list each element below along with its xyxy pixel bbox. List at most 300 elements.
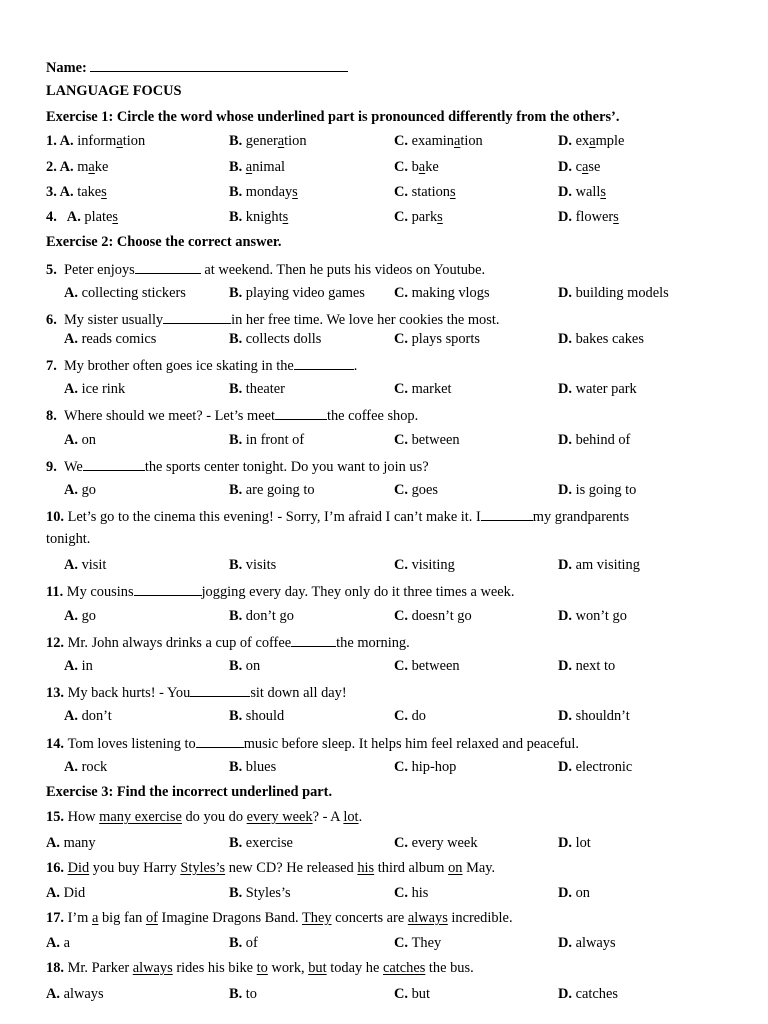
option-text: shouldn’t (575, 708, 630, 724)
exercise-title-text: Exercise 2: Choose the correct answer. (46, 234, 282, 250)
option-d (558, 133, 624, 150)
option-letter: C. (394, 608, 412, 624)
answer-blank (90, 58, 348, 72)
option-letter: B. (229, 986, 246, 1002)
option-letter: B. (229, 432, 246, 448)
option-letter: C. (394, 133, 412, 149)
option-text: his (411, 885, 429, 901)
answer-option-b (229, 381, 285, 398)
option-text: collecting stickers (81, 285, 186, 301)
option-text: won’t go (575, 608, 627, 624)
option-letter: B. (229, 835, 246, 851)
answer-option-b (229, 482, 315, 499)
option-text: bakes cakes (575, 331, 644, 347)
option-c (394, 184, 456, 201)
underlined-part: always (407, 910, 448, 926)
question-number: 1. (46, 133, 60, 149)
option-text: tion (284, 133, 307, 149)
option-text: nimal (252, 159, 285, 175)
option-letter: A. (64, 759, 82, 775)
question-12 (46, 633, 410, 652)
option-letter: B. (229, 331, 246, 347)
option-letter: D. (558, 331, 576, 347)
answer-option-b (229, 759, 276, 776)
option-letter: A. (64, 708, 82, 724)
option-text: to (245, 986, 257, 1002)
question-16 (46, 860, 495, 877)
question-text: my grandparents (532, 509, 630, 525)
option-text: blues (245, 759, 277, 775)
answer-blank (135, 260, 201, 274)
option-text: wall (575, 184, 601, 200)
name-label: Name (46, 60, 82, 76)
answer-option-c (394, 557, 455, 574)
option-letter: B. (229, 184, 246, 200)
underlined-part: a (116, 133, 123, 149)
question-text: Peter enjoys (64, 262, 135, 278)
option-text: exercise (245, 835, 293, 851)
option-letter: C. (394, 285, 412, 301)
answer-option-a (64, 482, 96, 499)
option-text: of (245, 935, 258, 951)
option-letter: A. (46, 885, 64, 901)
question-text: My cousins (66, 584, 134, 600)
option-letter: D. (558, 835, 576, 851)
option-letter: C. (394, 381, 412, 397)
question-text: . (358, 809, 363, 825)
answer-option-d (558, 432, 630, 449)
answer-option-c (394, 331, 480, 348)
option-text: are going to (245, 482, 315, 498)
question-9 (46, 457, 429, 476)
answer-option-a (64, 708, 112, 725)
answer-option-d (558, 331, 644, 348)
question-number: 9. (46, 459, 64, 475)
question-text: May. (462, 860, 496, 876)
option-letter: B. (229, 482, 246, 498)
option-letter: B. (229, 381, 246, 397)
option-text: c (575, 159, 582, 175)
question-number: 6. (46, 312, 64, 328)
option-letter: A. (66, 209, 85, 225)
answer-option-b (229, 557, 276, 574)
underlined-part: on (448, 860, 463, 876)
option-text: flower (575, 209, 614, 225)
question-text: My brother often goes ice skating in the (64, 358, 294, 374)
question-13 (46, 683, 347, 702)
question-number: 7. (46, 358, 64, 374)
question-continuation (46, 531, 90, 548)
option-letter: A. (64, 331, 82, 347)
option-text: next to (575, 658, 616, 674)
answer-option-c (394, 482, 438, 499)
underlined-part: s (282, 209, 289, 225)
option-c (394, 159, 439, 176)
option-a (46, 209, 118, 226)
question-number: 14. (46, 736, 68, 752)
option-c (394, 133, 483, 150)
answer-option-a (64, 432, 96, 449)
answer-blank (481, 507, 533, 521)
option-letter: C. (394, 708, 412, 724)
option-letter: A. (59, 133, 78, 149)
exercise-1-title (46, 109, 619, 126)
option-a (46, 184, 107, 201)
option-letter: A. (64, 557, 82, 573)
option-text: in (81, 658, 93, 674)
option-letter: D. (558, 658, 576, 674)
answer-blank (190, 683, 250, 697)
question-text: How (67, 809, 100, 825)
option-letter: A. (64, 381, 82, 397)
option-text: Styles’s (245, 885, 291, 901)
underlined-part: to (256, 960, 268, 976)
section-title (46, 83, 182, 100)
underlined-part: s (101, 184, 107, 200)
question-text: do you do (181, 809, 247, 825)
answer-blank (163, 310, 231, 324)
answer-option-a (64, 331, 156, 348)
option-text: always (63, 986, 104, 1002)
option-text: visits (245, 557, 277, 573)
option-text: knight (245, 209, 283, 225)
underlined-part: a (277, 133, 285, 149)
question-15 (46, 809, 362, 826)
underlined-part: catches (382, 960, 426, 976)
option-b (229, 184, 298, 201)
question-text: you buy Harry (89, 860, 181, 876)
option-text: go (81, 482, 96, 498)
option-text: market (411, 381, 452, 397)
question-text: the coffee shop. (326, 408, 419, 424)
option-text: doesn’t go (411, 608, 472, 624)
option-text: water park (575, 381, 637, 397)
option-text: many (63, 835, 96, 851)
option-text: is going to (575, 482, 637, 498)
option-letter: B. (229, 159, 246, 175)
question-text: incredible. (447, 910, 513, 926)
option-letter: D. (558, 608, 576, 624)
option-letter: C. (394, 986, 412, 1002)
option-text: goes (411, 482, 438, 498)
option-letter: A. (59, 159, 78, 175)
question-text: We (64, 459, 83, 475)
name-colon: : (81, 60, 91, 76)
question-number: 10. (46, 509, 68, 525)
question-8 (46, 406, 418, 425)
option-text: take (77, 184, 102, 200)
underlined-part: a (453, 133, 461, 149)
option-text: m (77, 159, 89, 175)
answer-option-b (229, 986, 257, 1003)
answer-option-c (394, 935, 441, 952)
underlined-part: s (449, 184, 456, 200)
option-letter: B. (229, 935, 246, 951)
question-text: tonight. (46, 531, 91, 547)
option-letter: A. (46, 986, 64, 1002)
option-letter: D. (558, 432, 576, 448)
option-text: ice rink (81, 381, 126, 397)
option-text: between (411, 658, 460, 674)
question-number: 5. (46, 262, 64, 278)
option-text: always (575, 935, 616, 951)
option-letter: C. (394, 759, 412, 775)
option-text: They (411, 935, 442, 951)
option-letter: C. (394, 184, 412, 200)
option-text: examin (411, 133, 454, 149)
question-text: ? - A (312, 809, 344, 825)
answer-blank (291, 633, 336, 647)
question-text: at weekend. Then he puts his videos on Youtube. (200, 262, 486, 278)
question-text: the bus. (425, 960, 474, 976)
question-number: 18. (46, 960, 68, 976)
option-text: plate (84, 209, 113, 225)
underlined-part: s (600, 184, 606, 200)
option-letter: B. (229, 608, 246, 624)
option-letter: B. (229, 759, 246, 775)
option-letter: A. (64, 658, 82, 674)
question-text: work, (267, 960, 309, 976)
answer-option-a (46, 835, 96, 852)
option-text: plays sports (411, 331, 480, 347)
exercise-title-text: Exercise 3: Find the incorrect underlined part. (46, 784, 333, 800)
answer-option-a (46, 885, 85, 902)
exercise-2-title (46, 234, 282, 251)
answer-option-a (64, 381, 125, 398)
option-text: do (411, 708, 426, 724)
option-letter: B. (229, 285, 246, 301)
underlined-part: Did (67, 860, 90, 876)
question-number: 16. (46, 860, 68, 876)
answer-option-a (64, 557, 106, 574)
answer-option-d (558, 835, 591, 852)
question-text: in her free time. We love her cookies the most. (231, 312, 500, 328)
answer-option-d (558, 885, 590, 902)
underlined-part: his (357, 860, 375, 876)
option-letter: C. (394, 557, 412, 573)
option-text: on (245, 658, 261, 674)
question-text: music before sleep. It helps him feel relaxed and peaceful. (243, 736, 579, 752)
option-text: rock (81, 759, 108, 775)
option-letter: D. (558, 885, 576, 901)
option-letter: D. (558, 285, 576, 301)
section-title-text: LANGUAGE FOCUS (46, 83, 182, 99)
answer-option-d (558, 557, 640, 574)
answer-option-c (394, 285, 490, 302)
option-text: ke (94, 159, 109, 175)
underlined-part: a (88, 159, 95, 175)
option-letter: A. (64, 432, 82, 448)
answer-option-a (64, 658, 93, 675)
option-letter: A. (64, 285, 82, 301)
option-text: between (411, 432, 460, 448)
answer-option-d (558, 935, 616, 952)
option-text: behind of (575, 432, 631, 448)
question-text: concerts are (331, 910, 408, 926)
answer-option-c (394, 608, 472, 625)
question-text: My sister usually (64, 312, 164, 328)
option-text: should (245, 708, 285, 724)
question-17 (46, 910, 513, 927)
option-text: making vlogs (411, 285, 490, 301)
exercise-3-title (46, 784, 332, 801)
answer-option-d (558, 759, 632, 776)
option-letter: D. (558, 986, 576, 1002)
underlined-part: of (145, 910, 158, 926)
underlined-part: Styles’s (180, 860, 226, 876)
option-text: playing video games (245, 285, 365, 301)
answer-option-c (394, 708, 426, 725)
question-text: third album (374, 860, 449, 876)
option-letter: C. (394, 331, 412, 347)
question-number: 13. (46, 685, 68, 701)
underlined-part: a (418, 159, 426, 175)
underlined-part: a (589, 133, 596, 149)
option-letter: D. (558, 935, 576, 951)
option-text: don’t go (245, 608, 294, 624)
question-7 (46, 356, 357, 375)
option-text: Did (63, 885, 86, 901)
question-number: 3. (46, 184, 60, 200)
answer-option-d (558, 608, 627, 625)
option-letter: A. (64, 608, 82, 624)
answer-option-a (64, 608, 96, 625)
option-text: don’t (81, 708, 112, 724)
answer-option-b (229, 835, 293, 852)
name-line (46, 58, 348, 77)
option-text: se (588, 159, 601, 175)
option-letter: C. (394, 209, 412, 225)
option-letter: D. (558, 133, 576, 149)
option-text: catches (575, 986, 618, 1002)
option-text: in front of (245, 432, 305, 448)
option-letter: B. (229, 885, 246, 901)
option-b (229, 133, 307, 150)
option-letter: B. (229, 133, 246, 149)
underlined-part: a (91, 910, 99, 926)
answer-option-b (229, 285, 365, 302)
underlined-part: s (613, 209, 619, 225)
answer-option-b (229, 658, 260, 675)
option-letter: D. (558, 159, 576, 175)
option-b (229, 159, 285, 176)
question-text: Mr. John always drinks a cup of coffee (67, 635, 292, 651)
question-number: 11. (46, 584, 67, 600)
underlined-part: s (437, 209, 443, 225)
option-letter: D. (558, 184, 576, 200)
option-letter: C. (394, 432, 412, 448)
question-text: . (353, 358, 358, 374)
answer-option-d (558, 482, 636, 499)
answer-option-a (46, 935, 70, 952)
underlined-part: They (301, 910, 332, 926)
option-b (229, 209, 288, 226)
option-text: but (411, 986, 430, 1002)
option-letter: C. (394, 658, 412, 674)
answer-option-b (229, 935, 258, 952)
option-letter: D. (558, 381, 576, 397)
option-text: tion (122, 133, 146, 149)
answer-option-c (394, 381, 452, 398)
option-d (558, 209, 619, 226)
question-18 (46, 960, 474, 977)
answer-blank (83, 457, 145, 471)
answer-option-c (394, 432, 460, 449)
option-letter: D. (558, 209, 576, 225)
option-text: visit (81, 557, 107, 573)
answer-option-d (558, 986, 618, 1003)
option-text: park (411, 209, 438, 225)
option-letter: A. (46, 935, 64, 951)
option-text: go (81, 608, 96, 624)
option-text: electronic (575, 759, 633, 775)
option-text: building models (575, 285, 669, 301)
question-text: sit down all day! (250, 685, 347, 701)
option-letter: B. (229, 557, 246, 573)
question-number: 8. (46, 408, 64, 424)
option-letter: B. (229, 708, 246, 724)
option-a (46, 159, 108, 176)
underlined-part: every week (246, 809, 313, 825)
option-letter: D. (558, 759, 576, 775)
question-text: Where should we meet? - Let’s meet (64, 408, 275, 424)
answer-option-b (229, 885, 291, 902)
underlined-part: s (292, 184, 298, 200)
option-text: inform (77, 133, 117, 149)
underlined-part: many exercise (99, 809, 182, 825)
option-text: visiting (411, 557, 455, 573)
option-letter: C. (394, 835, 412, 851)
answer-option-c (394, 835, 478, 852)
underlined-part: but (308, 960, 327, 976)
answer-option-b (229, 331, 321, 348)
answer-option-c (394, 986, 430, 1003)
option-text: b (411, 159, 419, 175)
answer-option-d (558, 708, 630, 725)
option-text: theater (245, 381, 285, 397)
question-10 (46, 507, 629, 526)
question-text: new CD? He released (225, 860, 358, 876)
option-text: mple (595, 133, 625, 149)
option-a (46, 133, 145, 150)
answer-option-c (394, 658, 460, 675)
answer-option-a (64, 759, 107, 776)
question-6 (46, 310, 499, 329)
answer-blank (196, 734, 244, 748)
option-text: on (81, 432, 96, 448)
option-text: am visiting (575, 557, 640, 573)
option-letter: D. (558, 482, 576, 498)
answer-option-b (229, 432, 304, 449)
option-text: ex (575, 133, 590, 149)
option-letter: B. (229, 209, 246, 225)
option-letter: C. (394, 482, 412, 498)
underlined-part: a (245, 159, 253, 175)
question-number: 2. (46, 159, 60, 175)
question-number: 4. (46, 209, 67, 225)
question-text: jogging every day. They only do it three times a week. (201, 584, 515, 600)
question-number: 17. (46, 910, 68, 926)
answer-option-b (229, 708, 284, 725)
question-text: the sports center tonight. Do you want to join us? (144, 459, 429, 475)
answer-option-c (394, 885, 428, 902)
option-d (558, 159, 600, 176)
option-letter: C. (394, 159, 412, 175)
option-text: collects dolls (245, 331, 322, 347)
answer-option-b (229, 608, 294, 625)
question-14 (46, 734, 579, 753)
question-number: 12. (46, 635, 68, 651)
